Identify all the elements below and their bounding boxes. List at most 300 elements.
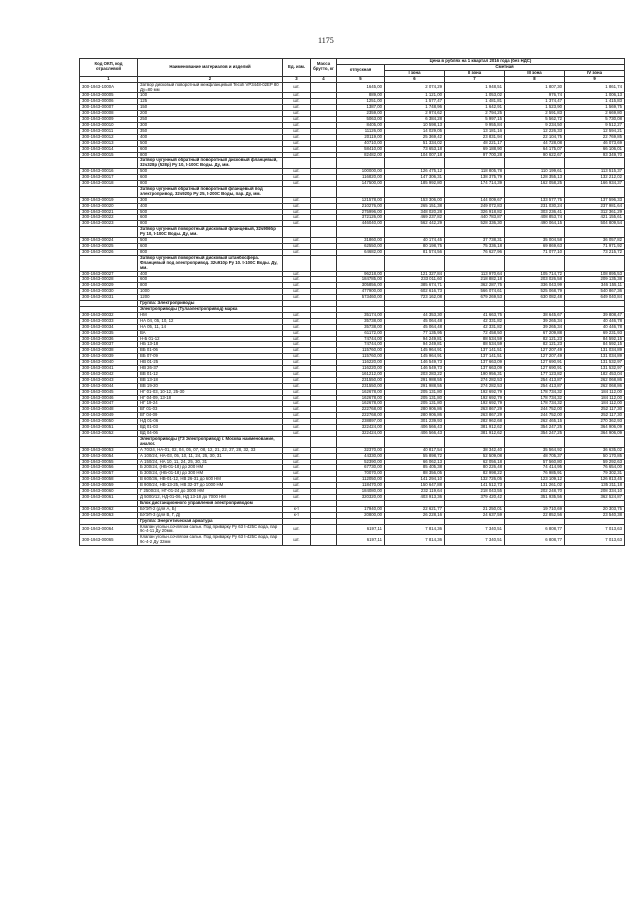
zone2-price-cell: 190 956,31 bbox=[445, 371, 505, 377]
zone2-price-cell: 37 738,31 bbox=[445, 238, 505, 244]
zone4-price-cell: 262 068,86 bbox=[565, 377, 625, 383]
zone1-price-cell: 232 119,64 bbox=[385, 489, 445, 495]
code-cell: 300-1943-00059 bbox=[80, 483, 138, 489]
zone3-price-cell: 110 199,61 bbox=[505, 169, 565, 175]
code-cell: 300-1943-00018 bbox=[80, 181, 138, 187]
zone2-price-cell: 137 141,51 bbox=[445, 348, 505, 354]
zone3-price-cell: 127 690,91 bbox=[505, 366, 565, 372]
code-cell: 300-1943-00033 bbox=[80, 318, 138, 324]
name-cell: 800 bbox=[138, 152, 283, 158]
unit-cell: шт. bbox=[283, 289, 311, 295]
code-cell: 300-1943-00023 bbox=[80, 221, 138, 227]
zone1-price-cell: 406 566,43 bbox=[385, 425, 445, 431]
zone3-price-cell: 1 523,90 bbox=[505, 105, 565, 111]
name-cell: 500 bbox=[138, 238, 283, 244]
zone4-price-cell: 504 809,54 bbox=[565, 221, 625, 227]
header-release: отпускная bbox=[337, 64, 385, 76]
release-price-cell: 222768,00 bbox=[337, 407, 385, 413]
mass-cell bbox=[311, 82, 337, 93]
release-price-cell: 52390,00 bbox=[337, 459, 385, 465]
zone3-price-cell: 74 414,95 bbox=[505, 465, 565, 471]
unit-cell: шт. bbox=[283, 203, 311, 209]
unit-cell: шт. bbox=[283, 140, 311, 146]
release-price-cell: 6197,11 bbox=[337, 524, 385, 535]
zone1-price-cell: 55 898,72 bbox=[385, 453, 445, 459]
code-cell: 300-1943-00011 bbox=[80, 128, 138, 134]
unit-cell: шт. bbox=[283, 477, 311, 483]
code-cell: 300-1943-00005 bbox=[80, 93, 138, 99]
unit-cell: шт. bbox=[283, 465, 311, 471]
code-cell: 300-1943-00034 bbox=[80, 324, 138, 330]
unit-cell: шт. bbox=[283, 197, 311, 203]
release-price-cell: 58410,00 bbox=[337, 146, 385, 152]
zone2-price-cell: 137 141,51 bbox=[445, 354, 505, 360]
unit-cell: шт. bbox=[283, 146, 311, 152]
group-header-row bbox=[80, 436, 625, 447]
zone1-price-cell: 1 121,00 bbox=[385, 93, 445, 99]
column-index: 8 bbox=[505, 76, 565, 82]
zone2-price-cell: 141 512,73 bbox=[445, 483, 505, 489]
release-price-cell: 372126,00 bbox=[337, 215, 385, 221]
zone3-price-cell: 82 121,23 bbox=[505, 336, 565, 342]
zone4-price-cell: 1 861,74 bbox=[565, 82, 625, 93]
release-price-cell: 1387,00 bbox=[337, 105, 385, 111]
zone2-price-cell: 42 331,82 bbox=[445, 318, 505, 324]
code-cell: 300-1943-00029 bbox=[80, 283, 138, 289]
code-cell: 300-1943-00021 bbox=[80, 209, 138, 215]
name-cell: 400 bbox=[138, 134, 283, 140]
zone3-price-cell: 5 562,72 bbox=[505, 117, 565, 123]
release-price-cell: 100000,00 bbox=[337, 169, 385, 175]
name-cell: ВБ 07-09 bbox=[138, 354, 283, 360]
group-header-row bbox=[80, 186, 625, 197]
zone1-price-cell: 280 906,86 bbox=[385, 407, 445, 413]
zone1-price-cell: 126 475,12 bbox=[385, 169, 445, 175]
code-cell: 300-1943-00008 bbox=[80, 111, 138, 117]
zone4-price-cell: 184 112,00 bbox=[565, 395, 625, 401]
zone4-price-cell: 40 446,78 bbox=[565, 318, 625, 324]
zone2-price-cell: 1 642,91 bbox=[445, 105, 505, 111]
code-cell: 300-1943-00052 bbox=[80, 431, 138, 437]
release-price-cell: 275996,00 bbox=[337, 209, 385, 215]
zone2-price-cell: 263 867,29 bbox=[445, 413, 505, 419]
zone4-price-cell: 1 569,75 bbox=[565, 105, 625, 111]
zone4-price-cell: 84 592,15 bbox=[565, 336, 625, 342]
release-price-cell: 74744,00 bbox=[337, 336, 385, 342]
zone2-price-cell: 88 534,59 bbox=[445, 342, 505, 348]
zone4-price-cell: 346 155,11 bbox=[565, 283, 625, 289]
release-price-cell: 162678,00 bbox=[337, 389, 385, 395]
unit-cell: шт. bbox=[283, 447, 311, 453]
zone1-price-cell: 291 988,55 bbox=[385, 377, 445, 383]
zone3-price-cell: 178 734,32 bbox=[505, 395, 565, 401]
zone3-price-cell: 2 591,83 bbox=[505, 111, 565, 117]
column-index: 3 bbox=[283, 76, 311, 82]
code-cell: 300-1943-00014 bbox=[80, 146, 138, 152]
zone2-price-cell: 7 340,51 bbox=[445, 535, 505, 546]
unit-cell: шт. bbox=[283, 169, 311, 175]
zone2-price-cell: 75 336,18 bbox=[445, 244, 505, 250]
code-cell: 300-1943-00054 bbox=[80, 453, 138, 459]
zone4-price-cell: 39 808,47 bbox=[565, 312, 625, 318]
zone2-price-cell: 7 340,51 bbox=[445, 524, 505, 535]
unit-cell: шт. bbox=[283, 489, 311, 495]
zone3-price-cell: 71 077,10 bbox=[505, 249, 565, 255]
release-price-cell: 446040,00 bbox=[337, 221, 385, 227]
header-code: Код ОКП, код отраслевой bbox=[80, 59, 138, 77]
zone4-price-cell: 262 068,86 bbox=[565, 383, 625, 389]
code-cell: 300-1943-00048 bbox=[80, 407, 138, 413]
zone1-price-cell: 22 621,77 bbox=[385, 506, 445, 512]
zone2-price-cell: 679 269,53 bbox=[445, 295, 505, 301]
zone2-price-cell: 76 627,96 bbox=[445, 249, 505, 255]
zone3-price-cell: 177 123,82 bbox=[505, 371, 565, 377]
zone2-price-cell: 9 955,84 bbox=[445, 122, 505, 128]
zone4-price-cell: 364 906,09 bbox=[565, 425, 625, 431]
unit-cell: шт. bbox=[283, 377, 311, 383]
code-cell: 300-1943-00049 bbox=[80, 413, 138, 419]
zone3-price-cell: 39 265,34 bbox=[505, 318, 565, 324]
unit-cell: шт. bbox=[283, 175, 311, 181]
zone3-price-cell: 630 082,48 bbox=[505, 295, 565, 301]
group-title: Группа: Электроприводы bbox=[138, 301, 283, 307]
unit-cell: шт. bbox=[283, 425, 311, 431]
unit-cell: шт. bbox=[283, 318, 311, 324]
zone4-price-cell: 131 532,97 bbox=[565, 360, 625, 366]
unit-cell: шт. bbox=[283, 181, 311, 187]
unit-cell: шт. bbox=[283, 105, 311, 111]
release-price-cell: 6197,11 bbox=[337, 535, 385, 546]
code-cell: 300-1943-00061 bbox=[80, 494, 138, 500]
unit-cell: шт. bbox=[283, 431, 311, 437]
zone1-price-cell: 88 356,05 bbox=[385, 471, 445, 477]
group-title: Группа: Энергетическая арматура bbox=[138, 518, 283, 524]
zone3-price-cell: 133 577,75 bbox=[505, 197, 565, 203]
zone2-price-cell: 249 072,83 bbox=[445, 203, 505, 209]
release-price-cell: 31860,00 bbox=[337, 238, 385, 244]
column-index: 6 bbox=[385, 76, 445, 82]
zone3-price-cell: 244 752,00 bbox=[505, 413, 565, 419]
name-cell: Б 300/24, (НБ-01-18) до 300 НМ bbox=[138, 471, 283, 477]
unit-cell: шт. bbox=[283, 283, 311, 289]
code-cell: 300-1943-00039 bbox=[80, 354, 138, 360]
name-cell: Б 200/24, (НБ-01-18) до 200 НМ bbox=[138, 465, 283, 471]
zone4-price-cell: 184 112,00 bbox=[565, 401, 625, 407]
zone1-price-cell: 94 249,81 bbox=[385, 342, 445, 348]
zone3-price-cell: 244 752,00 bbox=[505, 407, 565, 413]
unit-cell: к-т bbox=[283, 512, 311, 518]
release-price-cell: 5063,00 bbox=[337, 117, 385, 123]
release-price-cell: 161212,00 bbox=[337, 371, 385, 377]
zone3-price-cell: 231 030,24 bbox=[505, 203, 565, 209]
zone2-price-cell: 528 336,30 bbox=[445, 221, 505, 227]
zone1-price-cell: 562 442,29 bbox=[385, 221, 445, 227]
name-cell: НА 04, 05, 10, 12 bbox=[138, 318, 283, 324]
group-title: Электроприводы (Тулаэлектропривод) марка bbox=[138, 306, 283, 312]
zone4-price-cell: 137 596,33 bbox=[565, 197, 625, 203]
zone1-price-cell: 73 653,18 bbox=[385, 146, 445, 152]
release-price-cell: 112050,00 bbox=[337, 477, 385, 483]
release-price-cell: 118470,00 bbox=[337, 483, 385, 489]
zone1-price-cell: 7 814,36 bbox=[385, 535, 445, 546]
zone4-price-cell: 421 155,61 bbox=[565, 215, 625, 221]
zone4-price-cell: 9 512,27 bbox=[565, 122, 625, 128]
page-number: 1175 bbox=[318, 36, 334, 45]
name-cell: ВД 04-06 bbox=[138, 431, 283, 437]
code-cell: 300-1943-00036 bbox=[80, 336, 138, 342]
zone3-price-cell: 67 209,88 bbox=[505, 330, 565, 336]
name-cell: 500 bbox=[138, 209, 283, 215]
zone2-price-cell: 1 481,81 bbox=[445, 99, 505, 105]
release-price-cell: 210276,00 bbox=[337, 203, 385, 209]
zone3-price-cell: 48 705,37 bbox=[505, 453, 565, 459]
unit-cell: шт. bbox=[283, 244, 311, 250]
release-price-cell: 8405,00 bbox=[337, 122, 385, 128]
unit-cell: шт. bbox=[283, 459, 311, 465]
release-price-cell: 35738,00 bbox=[337, 324, 385, 330]
unit-cell: шт. bbox=[283, 419, 311, 425]
zone2-price-cell: 13 181,16 bbox=[445, 128, 505, 134]
code-cell: 300-1943-00017 bbox=[80, 175, 138, 181]
name-cell: НД 01-06 bbox=[138, 419, 283, 425]
code-cell: 300-1943-00035 bbox=[80, 330, 138, 336]
header-unit: Ед. изм. bbox=[283, 59, 311, 77]
zone4-price-cell: 312 361,29 bbox=[565, 209, 625, 215]
code-cell: 300-1943-1000A bbox=[80, 82, 138, 93]
zone3-price-cell: 19 710,69 bbox=[505, 506, 565, 512]
release-price-cell: 305856,00 bbox=[337, 283, 385, 289]
zone4-price-cell: 84 592,15 bbox=[565, 342, 625, 348]
code-cell: 300-1943-00025 bbox=[80, 244, 138, 250]
release-price-cell: 322424,00 bbox=[337, 431, 385, 437]
zone2-price-cell: 1 948,51 bbox=[445, 82, 505, 93]
code-cell: 300-1943-00050 bbox=[80, 419, 138, 425]
name-cell: НБ 13-18 bbox=[138, 342, 283, 348]
release-price-cell: 147500,00 bbox=[337, 181, 385, 187]
zone3-price-cell: 336 043,99 bbox=[505, 283, 565, 289]
zone4-price-cell: 362 524,87 bbox=[565, 494, 625, 500]
zone1-price-cell: 2 074,29 bbox=[385, 82, 445, 93]
zone4-price-cell: 12 594,21 bbox=[565, 128, 625, 134]
zone1-price-cell: 280 906,86 bbox=[385, 413, 445, 419]
zone4-price-cell: 69 231,93 bbox=[565, 330, 625, 336]
code-cell: 300-1943-00009 bbox=[80, 117, 138, 123]
zone3-price-cell: 82 121,23 bbox=[505, 342, 565, 348]
release-price-cell: 115760,00 bbox=[337, 348, 385, 354]
name-cell: 800 bbox=[138, 283, 283, 289]
zone1-price-cell: 203 283,22 bbox=[385, 371, 445, 377]
zone4-price-cell: 40 446,78 bbox=[565, 324, 625, 330]
column-index: 5 bbox=[337, 76, 385, 82]
release-price-cell: 231550,00 bbox=[337, 377, 385, 383]
zone2-price-cell: 274 282,53 bbox=[445, 377, 505, 383]
zone2-price-cell: 174 714,39 bbox=[445, 181, 505, 187]
unit-cell: шт. bbox=[283, 99, 311, 105]
name-cell: 500 bbox=[138, 169, 283, 175]
code-cell: 300-1943-00013 bbox=[80, 140, 138, 146]
zone3-price-cell: 127 207,49 bbox=[505, 354, 565, 360]
zone4-price-cell: 252 117,30 bbox=[565, 413, 625, 419]
release-price-cell: 184080,00 bbox=[337, 489, 385, 495]
mass-cell bbox=[311, 524, 337, 535]
zone4-price-cell: 252 117,30 bbox=[565, 407, 625, 413]
zone4-price-cell: 22 769,85 bbox=[565, 134, 625, 140]
zone1-price-cell: 45 064,48 bbox=[385, 324, 445, 330]
release-price-cell: 62550,00 bbox=[337, 244, 385, 250]
name-cell: Клапан угольн.сочлягом сальн. Под приварку Ру 63 t-425С вода, пар 9с-4-11 Ду 20мм. bbox=[138, 524, 283, 535]
unit-cell: шт. bbox=[283, 238, 311, 244]
zone3-price-cell: 44 728,08 bbox=[505, 140, 565, 146]
name-cell: 800 bbox=[138, 181, 283, 187]
unit-cell: шт. bbox=[283, 134, 311, 140]
zone1-price-cell: 205 131,80 bbox=[385, 395, 445, 401]
code-cell: 300-1943-00055 bbox=[80, 459, 138, 465]
zone2-price-cell: 23 831,94 bbox=[445, 134, 505, 140]
code-cell: 300-1943-00022 bbox=[80, 215, 138, 221]
zone1-price-cell: 205 131,80 bbox=[385, 401, 445, 407]
name-cell: ВД 01-03 bbox=[138, 425, 283, 431]
zone4-price-cell: 364 906,09 bbox=[565, 431, 625, 437]
zone2-price-cell: 282 962,68 bbox=[445, 419, 505, 425]
zone2-price-cell: 566 074,61 bbox=[445, 289, 505, 295]
code-cell: 300-1943-00030 bbox=[80, 289, 138, 295]
unit-cell: шт. bbox=[283, 209, 311, 215]
name-cell: 600 bbox=[138, 244, 283, 250]
unit-cell: шт. bbox=[283, 122, 311, 128]
group-title: Затвор чугунный поворотный дисковый штанбосфера. Фланцевый под электропривод. 32ч910р Ру 10. t-100С Воды. Ду, мм. bbox=[138, 255, 283, 271]
zone1-price-cell: 14 029,05 bbox=[385, 128, 445, 134]
zone1-price-cell: 51 334,02 bbox=[385, 140, 445, 146]
zone4-price-cell: 66 106,01 bbox=[565, 146, 625, 152]
zone2-price-cell: 42 331,82 bbox=[445, 324, 505, 330]
zone1-price-cell: 146 549,73 bbox=[385, 366, 445, 372]
zone4-price-cell: 270 362,93 bbox=[565, 419, 625, 425]
zone2-price-cell: 80 226,48 bbox=[445, 465, 505, 471]
unit-cell: шт. bbox=[283, 277, 311, 283]
unit-cell: шт. bbox=[283, 82, 311, 93]
zone2-price-cell: 218 882,18 bbox=[445, 277, 505, 283]
unit-cell: шт. bbox=[283, 354, 311, 360]
unit-cell: шт. bbox=[283, 128, 311, 134]
name-cell: 100 bbox=[138, 93, 283, 99]
release-price-cell: 96218,00 bbox=[337, 271, 385, 277]
zone4-price-cell: 1 415,83 bbox=[565, 99, 625, 105]
zone3-price-cell: 35 004,58 bbox=[505, 238, 565, 244]
release-price-cell: 20800,00 bbox=[337, 512, 385, 518]
header-zone2: II зона bbox=[445, 70, 505, 76]
zone2-price-cell: 62 056,18 bbox=[445, 459, 505, 465]
zone1-price-cell: 104 007,18 bbox=[385, 152, 445, 158]
zone4-price-cell: 73 215,72 bbox=[565, 249, 625, 255]
zone1-price-cell: 723 162,08 bbox=[385, 295, 445, 301]
zone3-price-cell: 76 985,91 bbox=[505, 471, 565, 477]
zone3-price-cell: 35 564,92 bbox=[505, 447, 565, 453]
zone1-price-cell: 403 913,36 bbox=[385, 494, 445, 500]
header-zone1: I зона bbox=[385, 70, 445, 76]
unit-cell: шт. bbox=[283, 366, 311, 372]
release-price-cell: 238897,00 bbox=[337, 419, 385, 425]
release-price-cell: 64682,00 bbox=[337, 249, 385, 255]
zone4-price-cell: 76 654,00 bbox=[565, 465, 625, 471]
release-price-cell: 1645,00 bbox=[337, 82, 385, 93]
unit-cell: шт. bbox=[283, 371, 311, 377]
code-cell: 300-1943-00037 bbox=[80, 342, 138, 348]
zone3-price-cell: 303 236,41 bbox=[505, 209, 565, 215]
unit-cell: шт. bbox=[283, 494, 311, 500]
zone4-price-cell: 7 013,63 bbox=[565, 535, 625, 546]
code-cell: 300-1943-00041 bbox=[80, 366, 138, 372]
zone1-price-cell: 7 814,36 bbox=[385, 524, 445, 535]
name-cell: НМ bbox=[138, 312, 283, 318]
code-cell: 300-1943-00016 bbox=[80, 169, 138, 175]
zone1-price-cell: 94 249,81 bbox=[385, 336, 445, 342]
zone2-price-cell: 263 867,29 bbox=[445, 407, 505, 413]
zone1-price-cell: 469 237,82 bbox=[385, 215, 445, 221]
zone2-price-cell: 41 663,75 bbox=[445, 312, 505, 318]
zone3-price-cell: 69 869,63 bbox=[505, 244, 565, 250]
zone3-price-cell: 162 058,25 bbox=[505, 181, 565, 187]
group-title: Электроприводы (ГЗ Электропривод) г. Москва наименование, аналог. bbox=[138, 436, 283, 447]
zone1-price-cell: 265 151,38 bbox=[385, 203, 445, 209]
header-zone3: III зона bbox=[505, 70, 565, 76]
zone3-price-cell: 254 413,87 bbox=[505, 383, 565, 389]
zone4-price-cell: 108 895,53 bbox=[565, 271, 625, 277]
zone3-price-cell: 178 734,32 bbox=[505, 401, 565, 407]
zone4-price-cell: 36 057,82 bbox=[565, 238, 625, 244]
release-price-cell: 162678,00 bbox=[337, 395, 385, 401]
name-cell: НГ 04-09, 13-18 bbox=[138, 395, 283, 401]
column-index: 4 bbox=[311, 76, 337, 82]
name-cell: В 600/36, НВ-01-12, НВ 26-31 до 600 НМ bbox=[138, 477, 283, 483]
code-cell: 300-1943-00007 bbox=[80, 105, 138, 111]
name-cell: НВ 26-37 bbox=[138, 366, 283, 372]
zone1-price-cell: 45 064,48 bbox=[385, 318, 445, 324]
name-cell: 400 bbox=[138, 271, 283, 277]
name-cell: 800 bbox=[138, 249, 283, 255]
code-cell: 300-1943-00032 bbox=[80, 312, 138, 318]
name-cell: ВА bbox=[138, 330, 283, 336]
name-cell: Д 5000/12, НД-01-06, НД 13-18 до 7000 НМ bbox=[138, 494, 283, 500]
zone2-price-cell: 379 420,42 bbox=[445, 494, 505, 500]
zone1-price-cell: 10 598,13 bbox=[385, 122, 445, 128]
zone2-price-cell: 88 534,59 bbox=[445, 336, 505, 342]
code-cell: 300-1943-00053 bbox=[80, 447, 138, 453]
code-cell: 300-1943-00058 bbox=[80, 477, 138, 483]
zone1-price-cell: 77 135,95 bbox=[385, 330, 445, 336]
zone2-price-cell: 5 997,15 bbox=[445, 117, 505, 123]
zone3-price-cell: 105 714,72 bbox=[505, 271, 565, 277]
code-cell: 300-1943-00065 bbox=[80, 535, 138, 546]
zone3-price-cell: 22 852,56 bbox=[505, 512, 565, 518]
unit-cell: шт. bbox=[283, 407, 311, 413]
name-cell: НГ 01-03, 10-12, 25-30 bbox=[138, 389, 283, 395]
zone3-price-cell: 12 226,33 bbox=[505, 128, 565, 134]
code-cell: 300-1943-00015 bbox=[80, 152, 138, 158]
zone3-price-cell: 123 109,12 bbox=[505, 477, 565, 483]
code-cell: 300-1943-00062 bbox=[80, 506, 138, 512]
zone4-price-cell: 131 034,89 bbox=[565, 354, 625, 360]
zone1-price-cell: 66 062,13 bbox=[385, 459, 445, 465]
zone3-price-cell: 38 645,67 bbox=[505, 312, 565, 318]
zone3-price-cell: 128 355,13 bbox=[505, 175, 565, 181]
zone2-price-cell: 97 700,28 bbox=[445, 152, 505, 158]
name-cell: 600 bbox=[138, 277, 283, 283]
code-cell: 300-1943-00006 bbox=[80, 99, 138, 105]
release-price-cell: 40710,00 bbox=[337, 140, 385, 146]
zone2-price-cell: 1 053,02 bbox=[445, 93, 505, 99]
code-cell: 300-1943-00012 bbox=[80, 134, 138, 140]
release-price-cell: 184785,00 bbox=[337, 277, 385, 283]
